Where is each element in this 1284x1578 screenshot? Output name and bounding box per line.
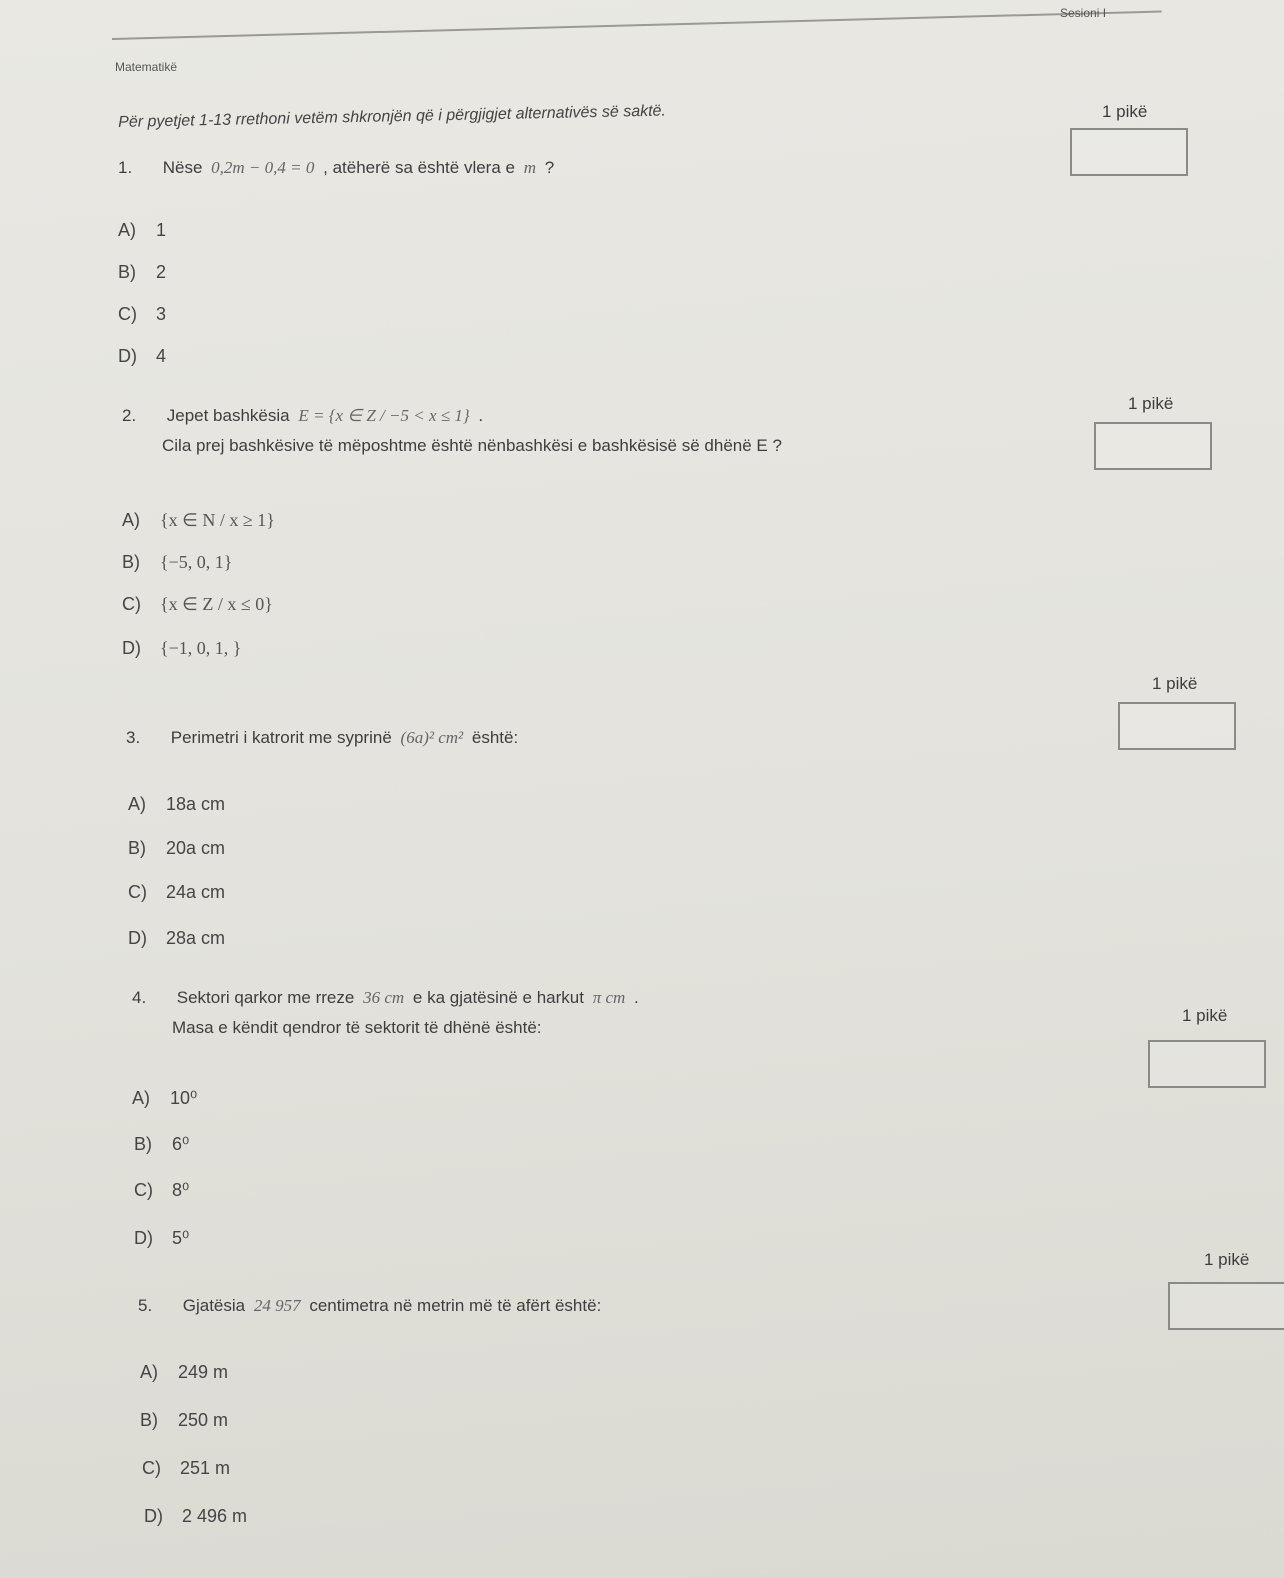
option-letter: A) (128, 794, 146, 814)
option-value: 2 496 m (182, 1506, 248, 1526)
option-letter: A) (118, 220, 136, 240)
session-label: Sesioni I (1060, 6, 1107, 20)
score-box[interactable] (1148, 1040, 1266, 1088)
option-a[interactable] (118, 220, 166, 241)
option-value: 5⁰ (172, 1228, 190, 1248)
option-b[interactable] (140, 1410, 228, 1431)
score-box[interactable] (1118, 702, 1236, 750)
question-stem-suffix: centimetra në metrin më të afërt është: (309, 1296, 602, 1315)
option-letter: C) (122, 594, 141, 614)
option-value: 24a cm (166, 882, 226, 902)
question-formula: E = {x ∈ Z / −5 < x ≤ 1} (298, 406, 470, 425)
option-b[interactable] (122, 552, 232, 573)
option-value: 28a cm (166, 928, 226, 948)
question-1 (118, 158, 554, 178)
option-letter: B) (134, 1134, 152, 1154)
option-d[interactable] (128, 928, 225, 949)
option-value: 1 (156, 220, 167, 240)
option-d[interactable] (118, 346, 166, 367)
option-letter: B) (118, 262, 136, 282)
option-letter: C) (134, 1180, 153, 1200)
option-value: 10⁰ (170, 1088, 198, 1108)
option-letter: D) (134, 1228, 153, 1248)
question-arc-length: π cm (592, 988, 626, 1007)
question-formula: 36 cm (363, 988, 405, 1007)
question-2 (122, 406, 782, 456)
question-variable: m (523, 158, 536, 177)
question-4 (132, 988, 639, 1038)
option-value: 3 (156, 304, 167, 324)
option-value: {−5, 0, 1} (160, 552, 233, 572)
score-box[interactable] (1094, 422, 1212, 470)
option-letter: B) (128, 838, 146, 858)
option-value: 250 m (178, 1410, 229, 1430)
score-box[interactable] (1168, 1282, 1284, 1330)
question-stem-suffix: e ka gjatësinë e harkut (412, 988, 584, 1007)
question-number: 2. (122, 406, 137, 425)
option-letter: D) (122, 638, 141, 658)
option-b[interactable] (128, 838, 225, 859)
question-number: 4. (132, 988, 147, 1007)
option-c[interactable] (128, 882, 225, 903)
points-label: 1 pikë (1204, 1250, 1250, 1269)
question-stem-line2: Cila prej bashkësive të mëposhtme është nënbashkësi e bashkësisë së dhënë E ? (162, 436, 782, 455)
question-number: 5. (138, 1296, 153, 1315)
option-b[interactable] (134, 1134, 189, 1155)
points-label: 1 pikë (1102, 102, 1148, 121)
option-value: {x ∈ N / x ≥ 1} (160, 510, 275, 530)
option-a[interactable] (128, 794, 225, 815)
option-c[interactable] (142, 1458, 230, 1479)
question-stem-suffix: . (478, 406, 484, 425)
question-5 (138, 1296, 601, 1316)
question-stem-end: . (634, 988, 639, 1007)
option-letter: A) (140, 1362, 158, 1382)
question-stem-prefix: Gjatësia (182, 1296, 246, 1315)
option-c[interactable] (118, 304, 166, 325)
option-letter: B) (122, 552, 140, 572)
points-label: 1 pikë (1182, 1006, 1228, 1025)
option-d[interactable] (144, 1506, 247, 1527)
option-value: 4 (156, 346, 167, 366)
option-letter: C) (118, 304, 137, 324)
option-value: 20a cm (166, 838, 226, 858)
option-letter: C) (128, 882, 147, 902)
option-value: 249 m (178, 1362, 229, 1382)
header-divider (112, 11, 1162, 40)
option-letter: A) (132, 1088, 150, 1108)
option-c[interactable] (122, 594, 273, 615)
question-number: 3. (126, 728, 141, 747)
question-stem-suffix: , atëherë sa është vlera e (323, 158, 515, 177)
question-stem-prefix: Jepet bashkësia (166, 406, 290, 425)
option-letter: D) (118, 346, 137, 366)
option-value: 6⁰ (172, 1134, 190, 1154)
subject-label: Matematikë (115, 60, 178, 74)
question-stem-prefix: Sektori qarkor me rreze (176, 988, 355, 1007)
question-formula: 0,2m − 0,4 = 0 (211, 158, 315, 177)
question-stem-prefix: Nëse (162, 158, 203, 177)
instructions-text: Për pyetjet 1-13 rrethoni vetëm shkronjën që i përgjigjet alternativës së saktë. (118, 102, 667, 131)
points-label: 1 pikë (1128, 394, 1174, 413)
option-value: 8⁰ (172, 1180, 190, 1200)
question-number: 1. (118, 158, 133, 177)
option-c[interactable] (134, 1180, 189, 1201)
option-value: {x ∈ Z / x ≤ 0} (160, 594, 273, 614)
option-letter: C) (142, 1458, 161, 1478)
score-box[interactable] (1070, 128, 1188, 176)
option-letter: D) (128, 928, 147, 948)
option-letter: A) (122, 510, 140, 530)
option-d[interactable] (134, 1228, 189, 1249)
option-letter: D) (144, 1506, 163, 1526)
option-a[interactable] (132, 1088, 197, 1109)
question-stem-suffix: është: (471, 728, 519, 747)
question-formula: 24 957 (253, 1296, 301, 1315)
option-letter: B) (140, 1410, 158, 1430)
question-3 (126, 728, 518, 748)
option-value: {−1, 0, 1, } (160, 638, 242, 658)
points-label: 1 pikë (1152, 674, 1198, 693)
option-a[interactable] (122, 510, 275, 531)
question-formula: (6a)² cm² (400, 728, 464, 747)
option-value: 18a cm (166, 794, 226, 814)
question-stem-end: ? (544, 158, 555, 177)
option-value: 251 m (180, 1458, 231, 1478)
option-b[interactable] (118, 262, 166, 283)
option-value: 2 (156, 262, 167, 282)
option-d[interactable] (122, 638, 241, 659)
option-a[interactable] (140, 1362, 228, 1383)
question-stem-line2: Masa e këndit qendror të sektorit të dhënë është: (172, 1018, 542, 1037)
question-stem-prefix: Perimetri i katrorit me syprinë (170, 728, 392, 747)
